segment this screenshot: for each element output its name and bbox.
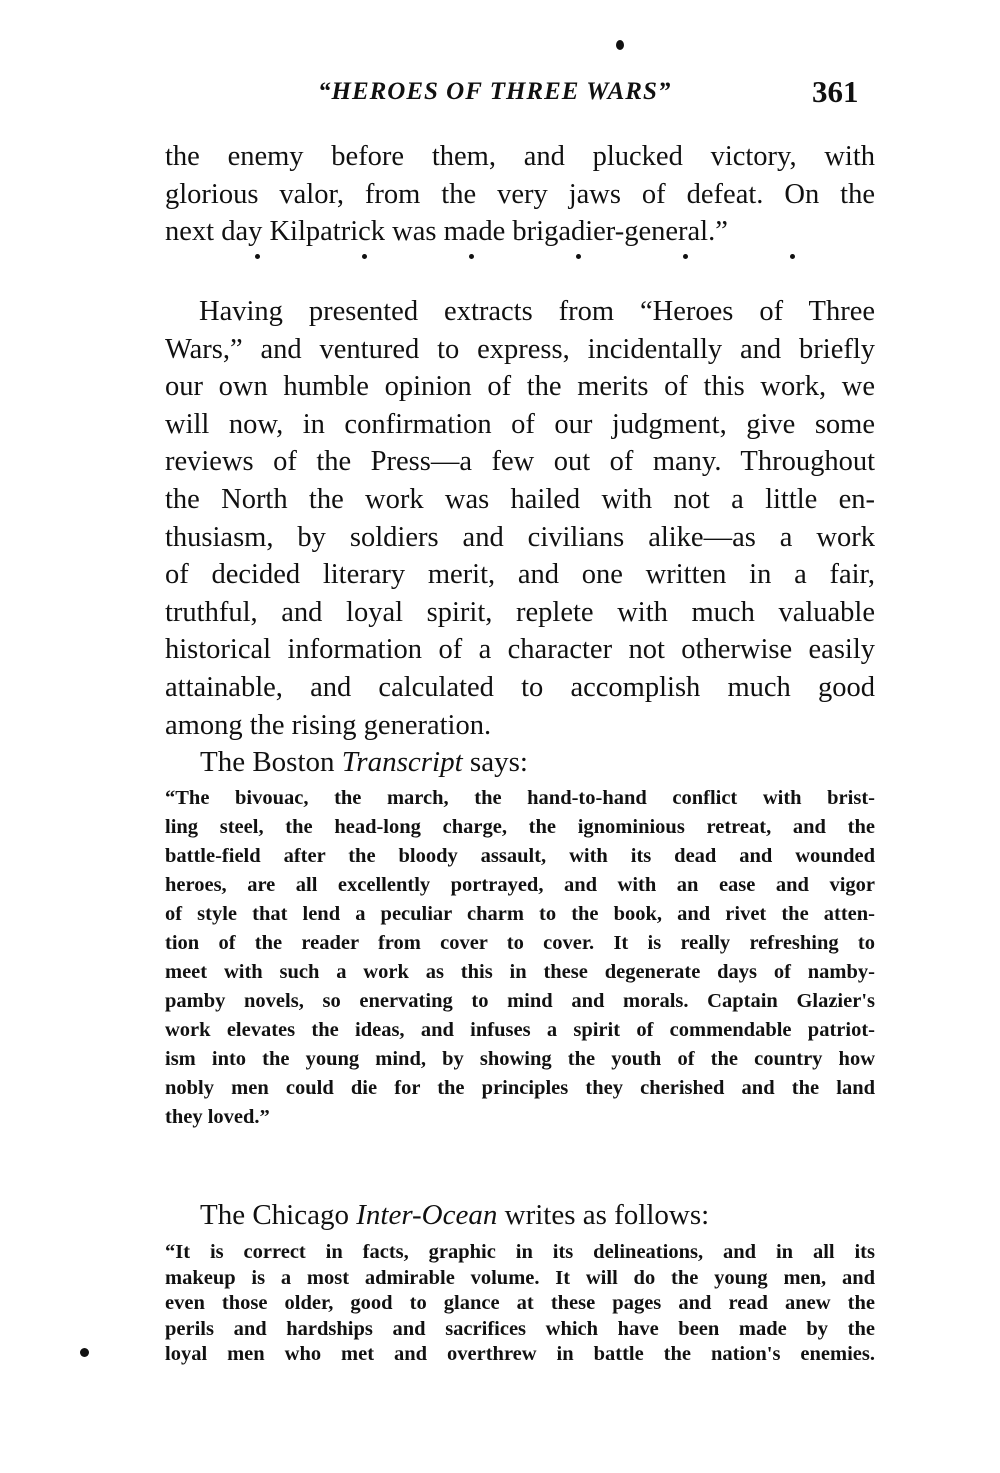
text-line: thusiasm, by soldiers and civilians alike—as a work [165, 521, 875, 553]
ink-speck [80, 1348, 89, 1357]
review-intro-boston [200, 746, 528, 779]
text-line: glorious valor, from the very jaws of defeat. On the [165, 178, 875, 210]
quote-boston-transcript [165, 784, 875, 1132]
text-line: the North the work was hailed with not a little en- [165, 483, 875, 515]
ellipsis-dots-divider [255, 254, 795, 259]
text-line: ling steel, the head-long charge, the ignominious retreat, and the [165, 816, 875, 838]
publication-name: Inter-Ocean [356, 1199, 498, 1231]
text-line: loyal men who met and overthrew in battle the nation's enemies. [165, 1343, 875, 1365]
text-line: battle-field after the bloody assault, with its dead and wounded [165, 845, 875, 867]
text-line: they loved.” [165, 1106, 270, 1128]
running-title: “HEROES OF THREE WARS” [318, 78, 672, 105]
text-line: next day Kilpatrick was made brigadier-general.” [165, 216, 728, 248]
text-line: ism into the young mind, by showing the youth of the country how [165, 1048, 875, 1070]
text-line: perils and hardships and sacrifices which have been made by the [165, 1317, 875, 1340]
intro-text: says: [462, 746, 528, 778]
text-line: will now, in confirmation of our judgment, give some [165, 408, 875, 440]
text-line: “The bivouac, the march, the hand-to-hand conflict with brist- [165, 787, 875, 809]
intro-text: writes as follows: [497, 1199, 710, 1231]
text-line: attainable, and calculated to accomplish much good [165, 671, 875, 703]
text-line: of style that lend a peculiar charm to the book, and rivet the atten- [165, 903, 875, 925]
text-line: meet with such a work as this in these degenerate days of namby- [165, 961, 875, 983]
text-line: historical information of a character not otherwise easily [165, 634, 875, 666]
text-line: the enemy before them, and plucked victory, with [165, 141, 875, 172]
intro-text: The Chicago [200, 1199, 357, 1231]
text-line: truthful, and loyal spirit, replete with much valuable [165, 596, 875, 628]
text-line: Wars,” and ventured to express, incidentally and briefly [165, 333, 875, 365]
text-line: among the rising generation. [165, 709, 492, 741]
text-line: of decided literary merit, and one written in a fair, [165, 559, 875, 591]
ink-speck [616, 40, 624, 50]
text-line: heroes, are all excellently portrayed, and with an ease and vigor [165, 874, 875, 896]
intro-text: The Boston [200, 746, 342, 778]
text-line: “It is correct in facts, graphic in its delineations, and in all its [165, 1241, 875, 1263]
text-line: work elevates the ideas, and infuses a spirit of commendable patriot- [165, 1019, 875, 1041]
review-intro-chicago [200, 1199, 709, 1232]
text-line: pamby novels, so enervating to mind and morals. Captain Glazier's [165, 990, 875, 1012]
quote-chicago-inter-ocean [165, 1240, 875, 1368]
text-line: Having presented extracts from “Heroes of Three [199, 296, 875, 327]
text-line: tion of the reader from cover to cover. It is really refreshing to [165, 932, 875, 954]
text-line: reviews of the Press—a few out of many. Throughout [165, 446, 875, 478]
text-line: even those older, good to glance at these pages and read anew the [165, 1292, 875, 1314]
paragraph-1 [165, 138, 875, 251]
text-line: our own humble opinion of the merits of this work, we [165, 371, 875, 403]
publication-name: Transcript [341, 746, 463, 778]
paragraph-2 [165, 293, 875, 744]
text-line: makeup is a most admirable volume. It will do the young men, and [165, 1266, 875, 1289]
page-number: 361 [812, 74, 859, 109]
text-line: nobly men could die for the principles they cherished and the land [165, 1077, 875, 1099]
